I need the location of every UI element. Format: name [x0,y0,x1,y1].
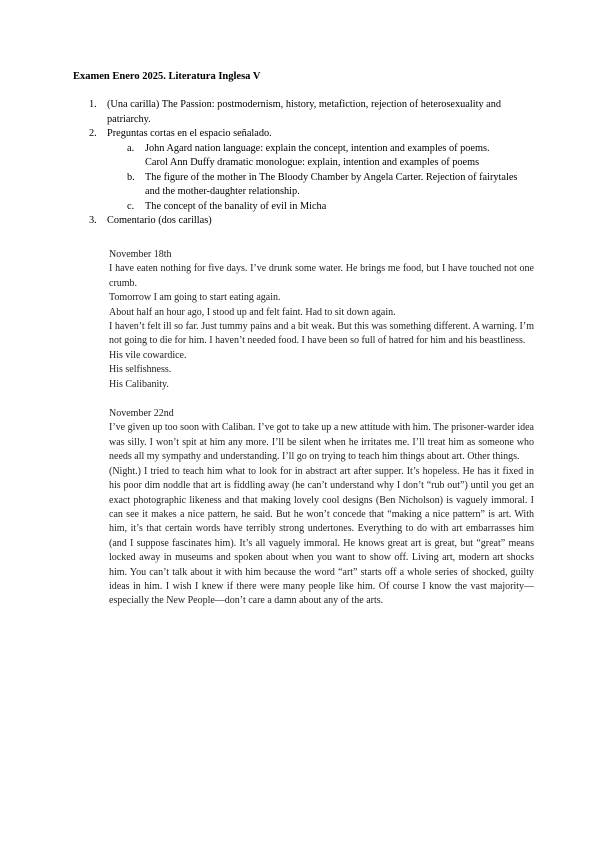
paragraph-gap [109,392,534,407]
subquestion-item [73,171,533,200]
question-item [73,127,533,142]
subquestion-list [73,142,533,215]
commentary-text [109,248,534,609]
diary-date: November 22nd [109,408,174,420]
question-number: 3. [89,215,97,226]
subquestion-item [73,200,533,215]
subquestion-letter: a. [127,142,135,154]
question-text: Comentario (dos carillas) [107,215,212,226]
question-text: Preguntas cortas en el espacio señalado. [107,128,272,139]
diary-paragraph: Tomorrow I am going to start eating again. [109,292,281,304]
diary-paragraph: I haven’t felt ill so far. Just tummy pains and a bit weak. But this was something different. A warning. I’m not going to die for him. I haven’t needed food. I have been so full of hatred for him and his beastliness. [109,321,534,347]
question-number: 1. [89,99,97,110]
diary-paragraph: His vile cowardice. [109,349,187,361]
question-text: (Una carilla) The Passion: postmodernism, history, metafiction, rejection of heterosexuality and patriarchy. [107,99,502,125]
diary-paragraph: I have eaten nothing for five days. I’ve drunk some water. He brings me food, but I have touched not one crumb. [109,263,534,289]
question-list [73,98,533,229]
subquestion-text: Carol Ann Duffy dramatic monologue: explain, intention and examples of poems [145,157,480,168]
diary-paragraph: His selfishness. [109,364,172,376]
exam-title: Examen Enero 2025. Literatura Inglesa V [73,71,261,82]
question-number: 2. [89,128,97,139]
diary-date: November 18th [109,249,172,260]
diary-paragraph: About half an hour ago, I stood up and felt faint. Had to sit down again. [109,306,396,318]
diary-paragraph: (Night.) I tried to teach him what to look for in abstract art after supper. It’s hopeless. He has it fixed in his poor dim noddle that art is fiddling away (he can’t understand why I don’t “rub out”) until you get an exact photographic likeness and that making lovely cool designs (Ben Nicholson) is vaguely immoral. I can see it makes a nice pattern, he said. But he won’t concede that “making a nice pattern” is art. With him, it’s that certain words have terribly strong undertones. Everything to do with art embarrasses him (and I suppose fascinates him). It’s all vaguely immoral. He knows great art is great, but “great” means locked away in museums and spoken about when you want to show off. Living art, modern art shocks him. You can’t talk about it with him because the word “art” starts off a whole series of shocked, guilty ideas in him. I wish I knew if there were many people like him. Of course I know the vast majority—especially the New People—don’t care a damn about any of the arts. [109,465,534,607]
subquestion-letter: c. [127,200,135,212]
subquestion-text: The concept of the banality of evil in Micha [145,200,327,212]
subquestion-item [73,142,533,171]
question-item [73,98,533,127]
subquestion-letter: b. [127,171,135,183]
subquestion-text: The figure of the mother in The Bloody Chamber by Angela Carter. Rejection of fairytales and the mother-daughter relationship. [145,171,518,197]
question-item [73,214,533,229]
diary-paragraph: I’ve given up too soon with Caliban. I’ve got to take up a new attitude with him. The prisoner-warder idea was silly. I won’t spit at him any more. I’ll be silent when he irritates me. I’ll treat him as someone who needs all my sympathy and understanding. I’ll go on trying to teach him things about art. Other things. [109,422,534,463]
diary-paragraph: His Calibanity. [109,378,169,390]
subquestion-text: John Agard nation language: explain the concept, intention and examples of poems. [145,142,490,154]
